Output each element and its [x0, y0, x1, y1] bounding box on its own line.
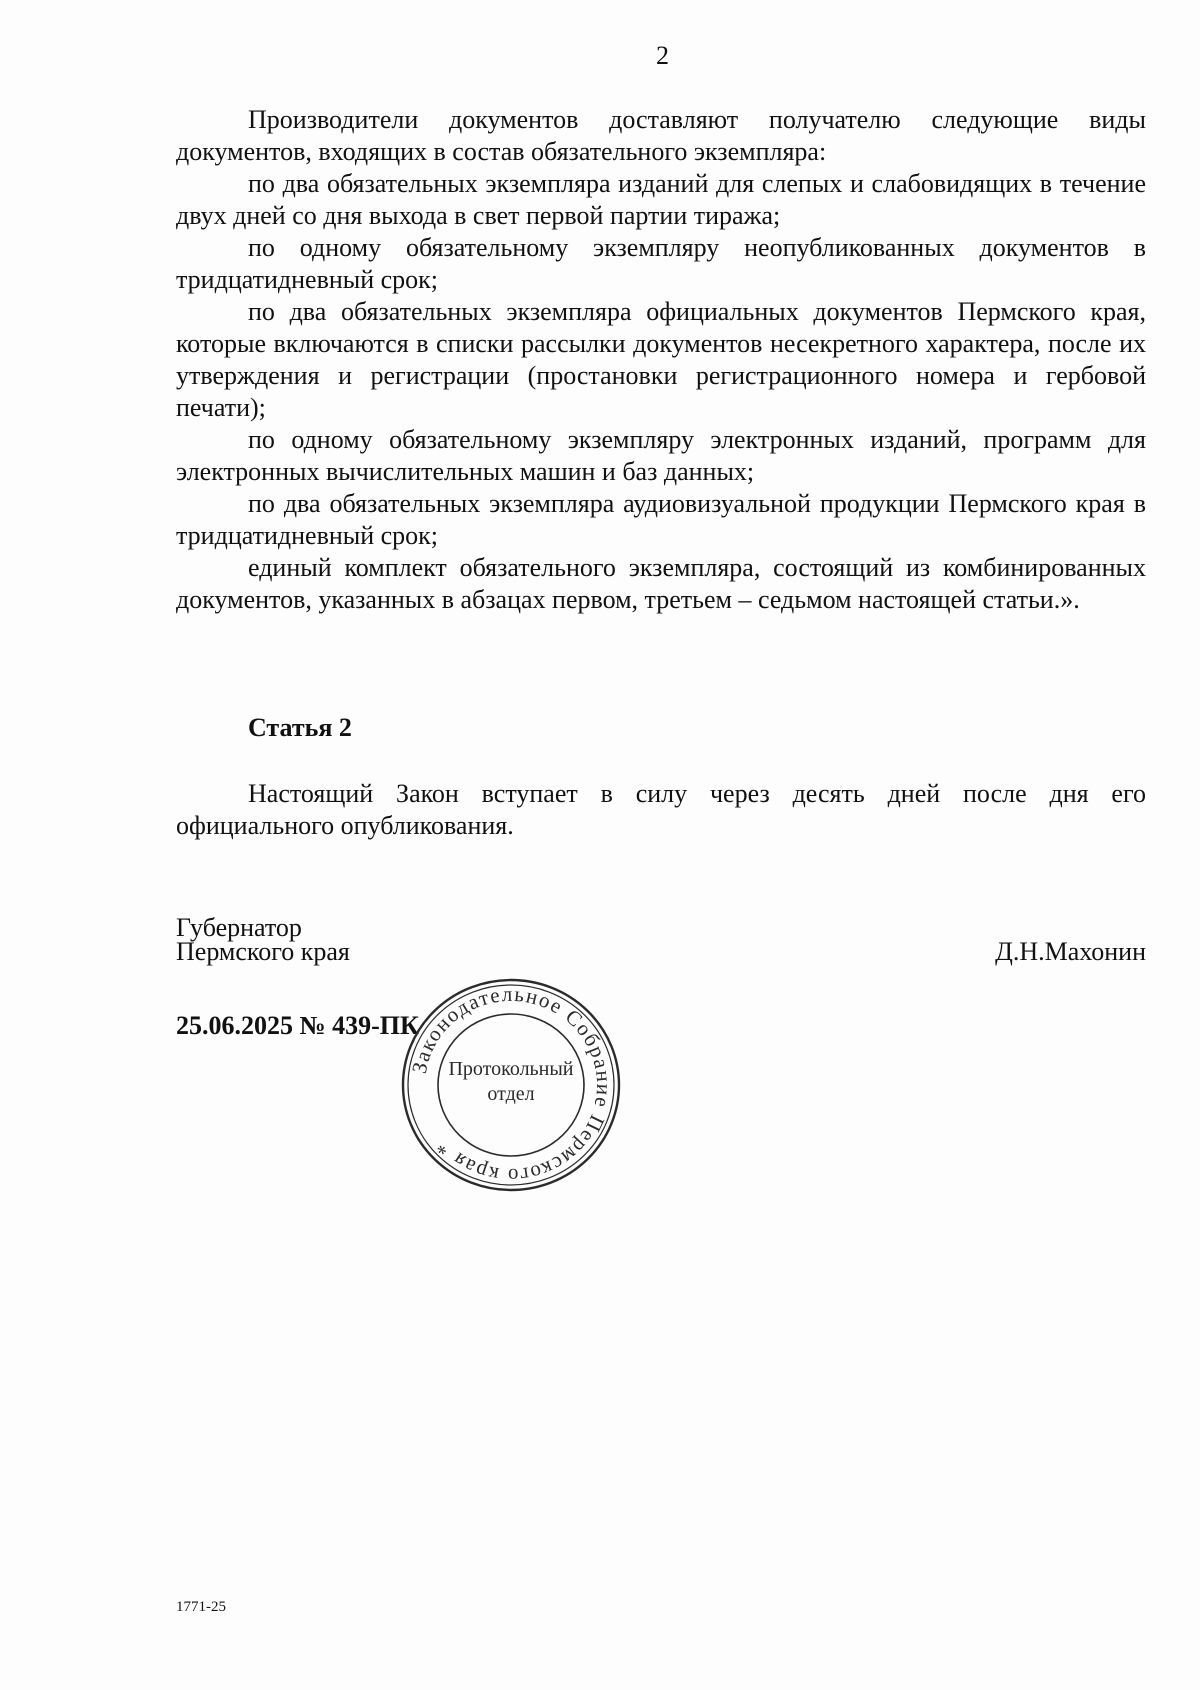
- article-paragraph: Настоящий Закон вступает в силу через десять дней после дня его официального опубликования.: [176, 779, 1146, 840]
- paragraph-blind-editions: по два обязательных экземпляра изданий для слепых и слабовидящих в течение двух дней со дня выхода в свет первой партии тиража;: [176, 169, 1146, 230]
- paragraph-unpublished-documents: по одному обязательному экземпляру неопубликованных документов в тридцатидневный срок;: [176, 233, 1146, 294]
- article-title: Статья 2: [248, 713, 352, 742]
- paragraph-audiovisual: по два обязательных экземпляра аудиовизуальной продукции Пермского края в тридцатидневный срок;: [176, 489, 1146, 550]
- signatory-position: [176, 913, 350, 966]
- stamp-ring-text: Законодательное Собрание Пермского края *: [406, 981, 617, 1189]
- page-number: 2: [656, 41, 669, 70]
- article-text: [176, 778, 1146, 842]
- stamp-center-line2: отдел: [487, 1083, 535, 1105]
- paragraph-combined-set: единый комплект обязательного экземпляра, состоящий из комбинированных документов, указанных в абзацах первом, третьем – седьмом настоящей статьи.».: [176, 553, 1146, 614]
- official-stamp: [398, 975, 624, 1195]
- law-date-number: 25.06.2025 № 439-ПК: [176, 1011, 419, 1040]
- signatory-position-line2: Пермского края: [176, 937, 350, 966]
- paragraph-official-documents: по два обязательных экземпляра официальных документов Пермского края, которые включаются в списки рассылки документов несекретного характера, после их утверждения и регистрации (простановки регистрационного номера и гербовой печати);: [176, 297, 1146, 422]
- stamp-center: [398, 1057, 624, 1107]
- signatory-name: Д.Н.Махонин: [995, 937, 1146, 966]
- paragraph-intro: Производители документов доставляют получателю следующие виды документов, входящих в состав обязательного экземпляра:: [176, 105, 1146, 166]
- paragraph-electronic-editions: по одному обязательному экземпляру электронных изданий, программ для электронных вычислительных машин и баз данных;: [176, 425, 1146, 486]
- signatory-position-line1: Губернатор: [176, 913, 302, 942]
- document-code: 1771-25: [176, 1599, 226, 1615]
- document-body: [176, 104, 1146, 616]
- stamp-center-line1: Протокольный: [448, 1058, 574, 1080]
